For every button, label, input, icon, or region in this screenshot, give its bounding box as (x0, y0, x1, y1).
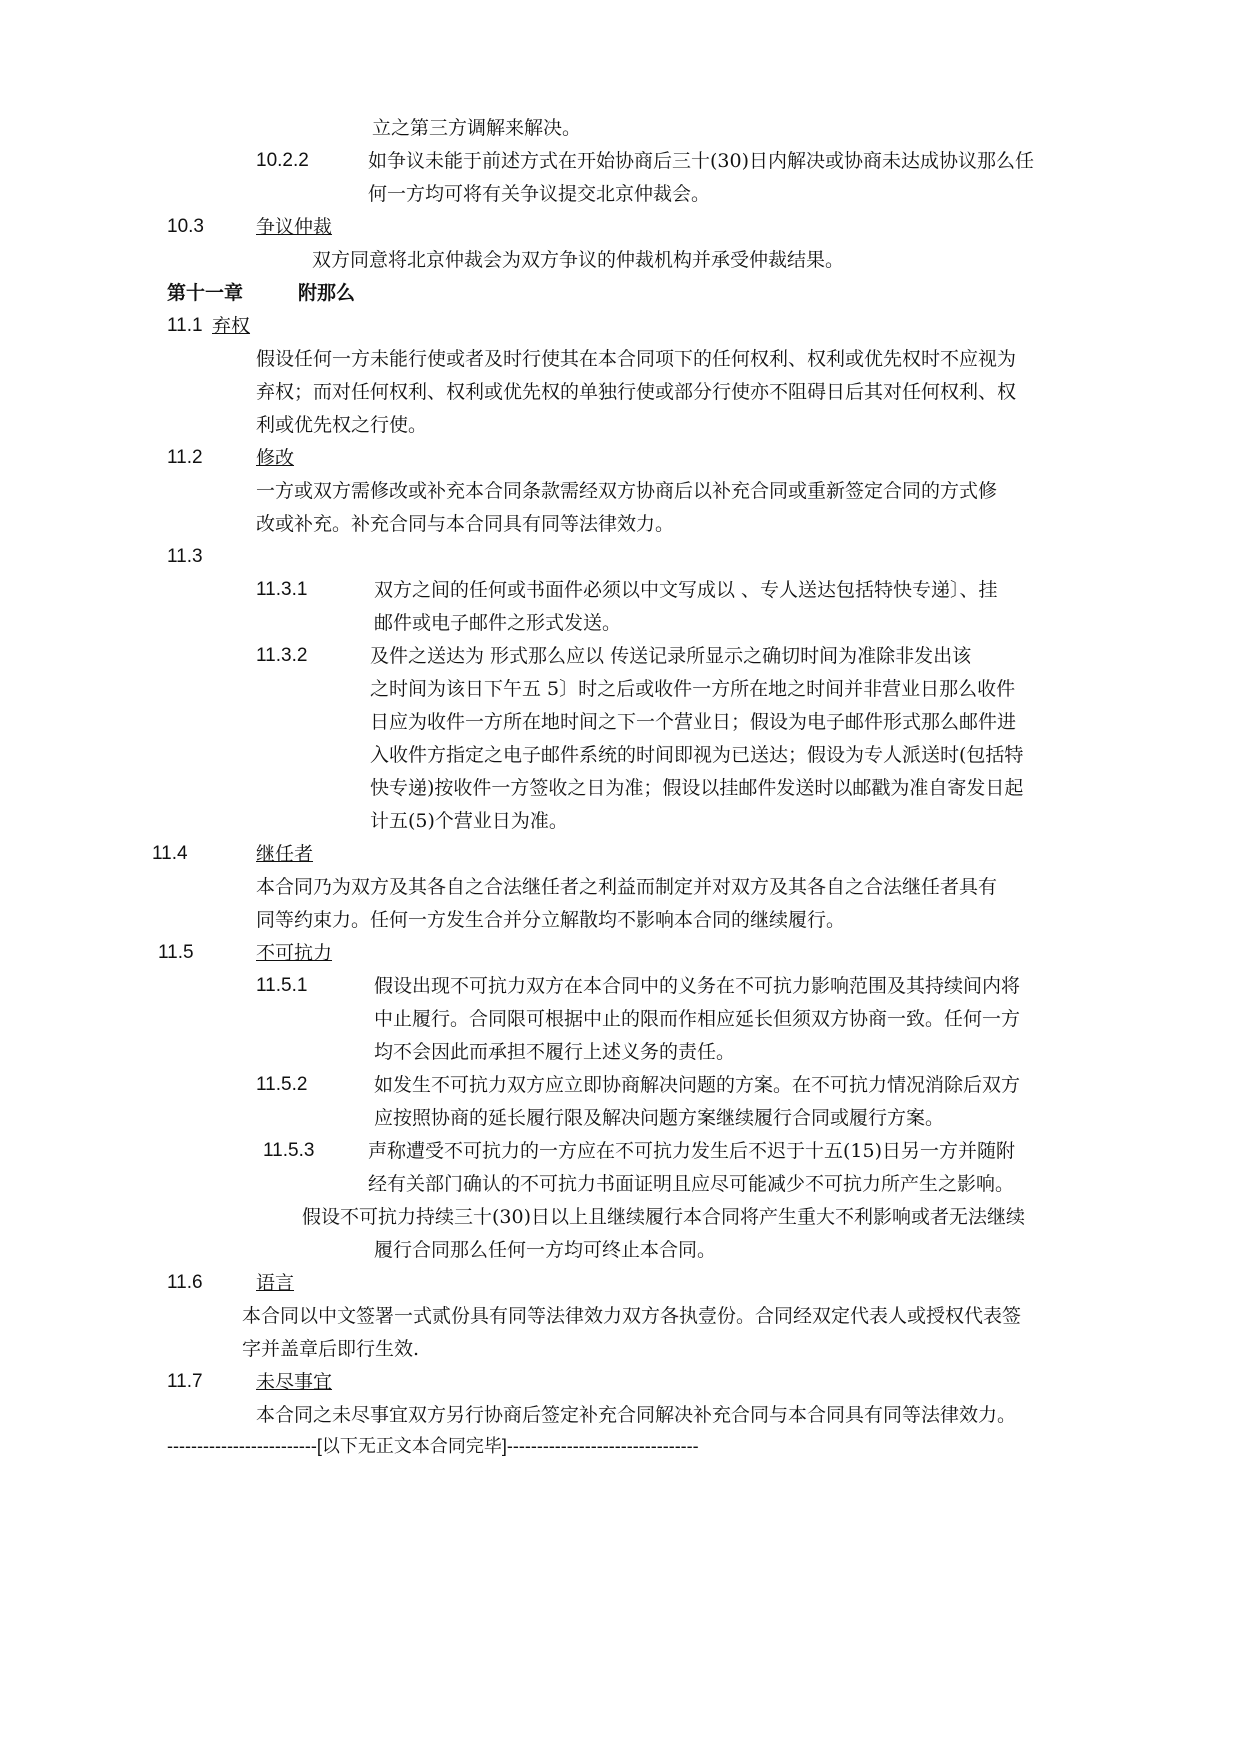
clause-heading-11-6: 语言 (256, 1272, 295, 1294)
s11-4-line-1: 本合同乃为双方及其各自之合法继任者之利益而制定并对双方及其各自之合法继任者具有 (256, 876, 998, 898)
s11-7-line-1: 本合同之未尽事宜双方另行协商后签定补充合同解决补充合同与本合同具有同等法律效力。 (256, 1404, 1017, 1426)
s11-3-2-line-3: 日应为收件一方所在地时间之下一个营业日；假设为电子邮件形式那么邮件进 (370, 711, 1017, 733)
s10-line-4: 双方同意将北京仲裁会为双方争议的仲裁机构并承受仲裁结果。 (312, 249, 845, 271)
s10-line-3: 何一方均可将有关争议提交北京仲裁会。 (368, 183, 711, 205)
clause-heading-10-3: 争议仲裁 (256, 216, 333, 238)
clause-number-11-1: 11.1 (167, 315, 203, 336)
chapter-title: 附那么 (298, 282, 356, 304)
s11-1-line-1: 假设任何一方未能行使或者及时行使其在本合同项下的任何权利、权利或优先权时不应视为 (256, 348, 1017, 370)
clause-number-11-5-1: 11.5.1 (256, 975, 308, 996)
s11-5-tail-line-2: 履行合同那么任何一方均可终止本合同。 (374, 1239, 717, 1261)
s11-5-3-line-2: 经有关部门确认的不可抗力书面证明且应尽可能减少不可抗力所产生之影响。 (368, 1173, 1015, 1195)
clause-heading-11-7: 未尽事宜 (256, 1371, 333, 1393)
clause-number-11-4: 11.4 (152, 843, 188, 864)
clause-number-11-6: 11.6 (167, 1272, 203, 1293)
clause-heading-11-1: 弃权 (212, 315, 251, 337)
s11-3-2-line-4: 入收件方指定之电子邮件系统的时间即视为已送达；假设为专人派送时(包括特 (370, 744, 1024, 766)
s11-5-1-line-2: 中止履行。合同限可根据中止的限而作相应延长但须双方协商一致。任何一方 (374, 1008, 1021, 1030)
s11-3-2-line-5: 快专递)按收件一方签收之日为准；假设以挂邮件发送时以邮戳为准自寄发日起 (370, 777, 1024, 799)
clause-number-11-5: 11.5 (158, 942, 194, 963)
s11-3-2-line-1: 及件之送达为 形式那么应以 传送记录所显示之确切时间为准除非发出该 (370, 645, 972, 667)
clause-number-11-5-3: 11.5.3 (263, 1140, 315, 1161)
clause-number-11-7: 11.7 (167, 1371, 203, 1392)
s11-6-line-1: 本合同以中文签署一式贰份具有同等法律效力双方各执壹份。合同经双定代表人或授权代表签 (242, 1305, 1022, 1327)
chapter-label: 第十一章 (167, 282, 244, 304)
s11-1-line-3: 利或优先权之行使。 (256, 414, 428, 436)
clause-heading-11-2: 修改 (256, 447, 295, 469)
s11-3-2-line-6: 计五(5)个营业日为准。 (370, 810, 568, 832)
s11-2-line-1: 一方或双方需修改或补充本合同条款需经双方协商后以补充合同或重新签定合同的方式修 (256, 480, 998, 502)
clause-number-11-3: 11.3 (167, 546, 203, 567)
s11-4-line-2: 同等约束力。任何一方发生合并分立解散均不影响本合同的继续履行。 (256, 909, 846, 931)
s11-5-1-line-3: 均不会因此而承担不履行上述义务的责任。 (374, 1041, 736, 1063)
s11-3-2-line-2: 之时间为该日下午五 5〕时之后或收件一方所在地之时间并非营业日那么收件 (370, 678, 1016, 700)
s11-5-3-line-1: 声称遭受不可抗力的一方应在不可抗力发生后不迟于十五(15)日另一方并随附 (368, 1140, 1016, 1162)
clause-number-10-3: 10.3 (167, 216, 204, 237)
clause-number-11-5-2: 11.5.2 (256, 1074, 308, 1095)
clause-number-11-2: 11.2 (167, 447, 203, 468)
s11-3-1-line-1: 双方之间的任何或书面件必须以中文写成以 、专人送达包括特快专递〕、挂 (374, 579, 998, 601)
s11-5-2-line-2: 应按照协商的延长履行限及解决问题方案继续履行合同或履行方案。 (374, 1107, 945, 1129)
s11-5-tail-line-1: 假设不可抗力持续三十(30)日以上且继续履行本合同将产生重大不利影响或者无法继续 (302, 1206, 1026, 1228)
s11-5-1-line-1: 假设出现不可抗力双方在本合同中的义务在不可抗力影响范围及其持续间内将 (374, 975, 1021, 997)
clause-number-11-3-2: 11.3.2 (256, 645, 308, 666)
s11-3-1-line-2: 邮件或电子邮件之形式发送。 (374, 612, 622, 634)
s11-2-line-2: 改或补充。补充合同与本合同具有同等法律效力。 (256, 513, 675, 535)
s11-5-2-line-1: 如发生不可抗力双方应立即协商解决问题的方案。在不可抗力情况消除后双方 (374, 1074, 1021, 1096)
s10-line-1: 立之第三方调解来解决。 (372, 117, 582, 139)
s11-1-line-2: 弃权；而对任何权利、权利或优先权的单独行使或部分行使亦不阻碍日后其对任何权利、权 (256, 381, 1017, 403)
clause-heading-11-5: 不可抗力 (256, 942, 333, 964)
end-of-contract-line: -------------------------[以下无正文本合同完毕]-------------------------------- (167, 1436, 699, 1456)
clause-number-11-3-1: 11.3.1 (256, 579, 308, 600)
s11-6-line-2: 字并盖章后即行生效. (242, 1338, 420, 1360)
s10-line-2: 如争议未能于前述方式在开始协商后三十(30)日内解决或协商未达成协议那么任 (368, 150, 1035, 172)
clause-number-10-2-2: 10.2.2 (256, 150, 309, 171)
clause-heading-11-4: 继任者 (256, 843, 314, 865)
